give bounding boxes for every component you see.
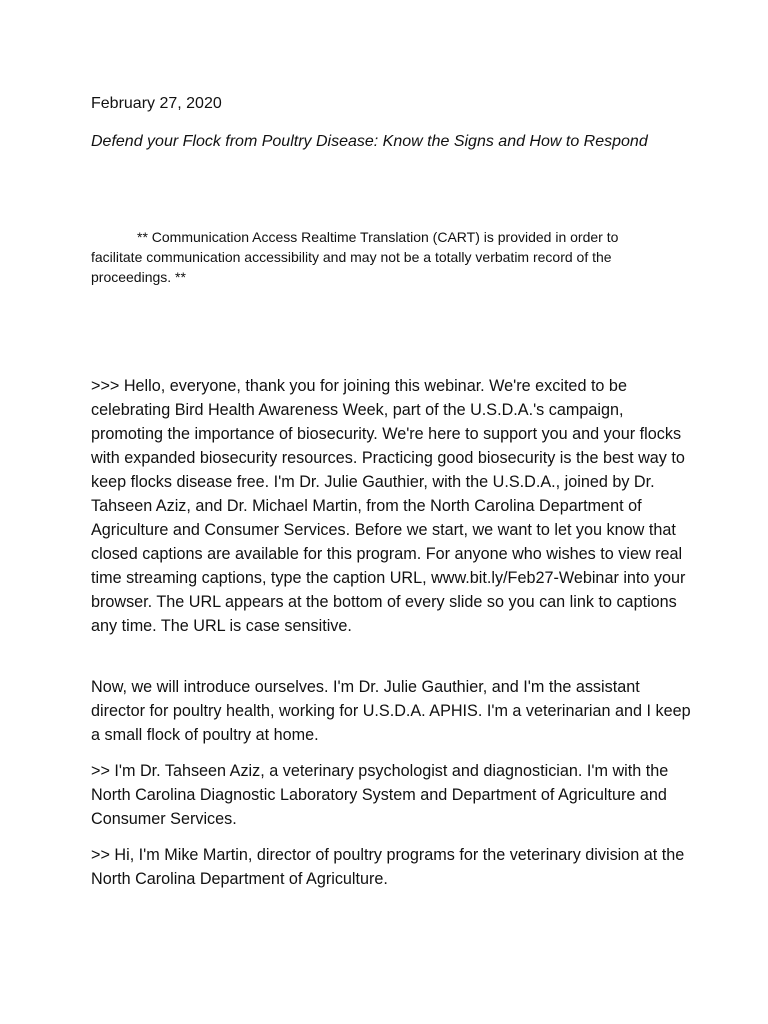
paragraph-introduction-martin: >> Hi, I'm Mike Martin, director of poultry programs for the veterinary division at the North Carolina Department of Agriculture.: [91, 846, 685, 888]
document-date: February 27, 2020: [91, 95, 222, 112]
cart-notice-text: ** Communication Access Realtime Translation (CART) is provided in order to facilitate communication accessibility and may not be a totally verbatim record of the proceedings. **: [91, 229, 619, 285]
paragraph-introduction-gauthier: Now, we will introduce ourselves. I'm Dr. Julie Gauthier, and I'm the assistant director for poultry health, working for U.S.D.A. APHIS. I'm a veterinarian and I keep a small flock of poultry at home.: [91, 678, 691, 744]
document-title: Defend your Flock from Poultry Disease: Know the Signs and How to Respond: [91, 133, 648, 150]
paragraph-opening-remarks: >>> Hello, everyone, thank you for joining this webinar. We're excited to be celebrating Bird Health Awareness Week, part of the U.S.D.A.'s campaign, promoting the importance of biosecurity. We're here to support you and your flocks with expanded biosecurity resources. Practicing good biosecurity is the best way to keep flocks disease free. I'm Dr. Julie Gauthier, with the U.S.D.A., joined by Dr. Tahseen Aziz, and Dr. Michael Martin, from the North Carolina Department of Agriculture and Consumer Services. Before we start, we want to let you know that closed captions are available for this program. For anyone who wishes to view real time streaming captions, type the caption URL, www.bit.ly/Feb27-Webinar into your browser. The URL appears at the bottom of every slide so you can link to captions any time. The URL is case sensitive.: [91, 377, 686, 635]
cart-notice: [91, 227, 671, 287]
paragraph-introduction-aziz: >> I'm Dr. Tahseen Aziz, a veterinary psychologist and diagnostician. I'm with the North Carolina Diagnostic Laboratory System and Department of Agriculture and Consumer Services.: [91, 762, 669, 828]
